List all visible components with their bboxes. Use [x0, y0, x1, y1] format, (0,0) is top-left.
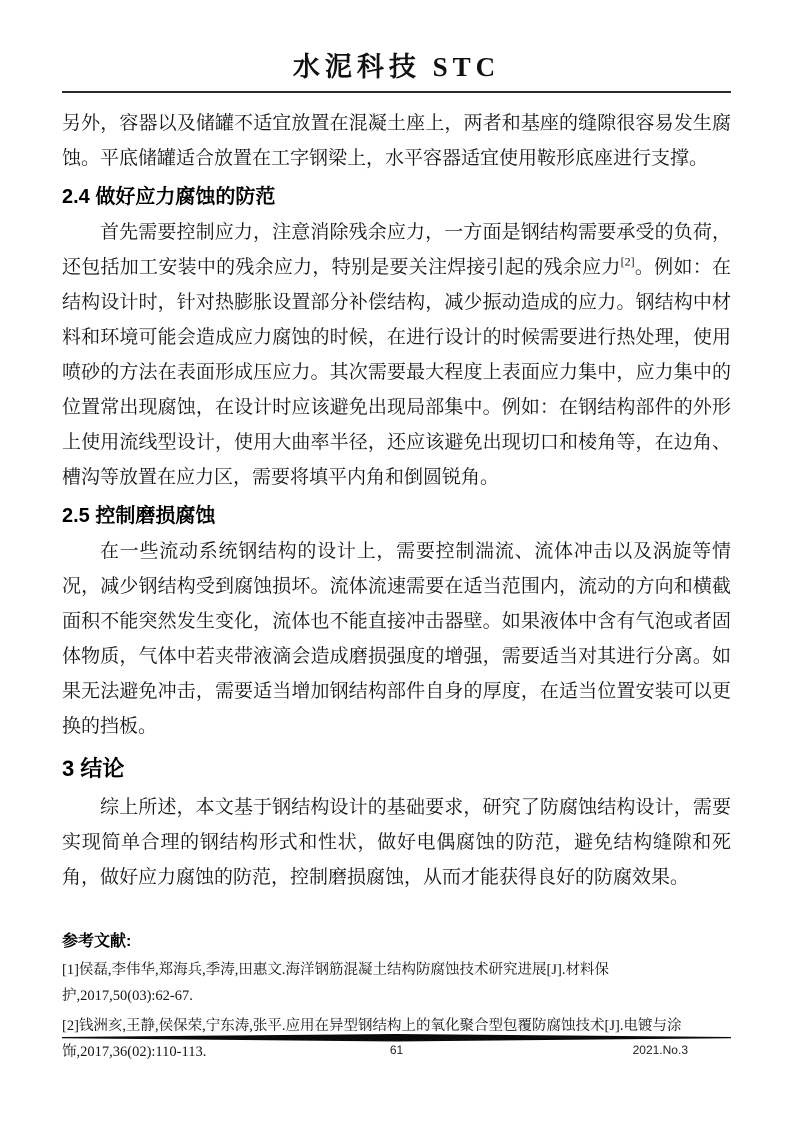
journal-title: 水泥科技 STC: [292, 52, 501, 82]
section-2-4-text-before-ref: 首先需要控制应力，注意消除残余应力，一方面是钢结构需要承受的负荷，还包括加工安装中的残余应力，特别是要关注焊接引起的残余应力: [62, 222, 731, 278]
page-footer: [62, 1034, 731, 1061]
citation-marker-2: [2]: [620, 254, 635, 269]
reference-2-line-1: [2]钱洲亥,王静,侯保荣,宁东涛,张平.应用在异型钢结构上的氧化聚合型包覆防腐蚀技术[J].电镀与涂: [62, 1018, 682, 1034]
section-2-5-paragraph: 在一些流动系统钢结构的设计上，需要控制湍流、流体冲击以及涡旋等情况，减少钢结构受到腐蚀损坏。流体流速需要在适当范围内，流动的方向和横截面积不能突然发生变化，流体也不能直接冲击器壁。如果液体中含有气泡或者固体物质，气体中若夹带液滴会造成磨损强度的增强，需要适当对其进行分离。如果无法避免冲击，需要适当增加钢结构部件自身的厚度，在适当位置安装可以更换的挡板。: [62, 541, 731, 737]
section-heading-2-5: 2.5 控制磨损腐蚀: [62, 505, 216, 527]
page-number: 61: [389, 1043, 404, 1057]
references-heading: 参考文献:: [62, 933, 132, 950]
reference-2-line-2: 饰,2017,36(02):110-113.: [62, 1044, 207, 1060]
reference-item-1: [62, 957, 731, 1009]
page-content: [0, 50, 793, 1065]
issue-label: 2021.No.3: [632, 1043, 688, 1057]
footer-decorative-rule: [62, 1034, 731, 1042]
footer-row: [62, 1043, 731, 1061]
section-2-4-text-after-ref: 。例如：在结构设计时，针对热膨胀设置部分补偿结构，减少振动造成的应力。钢结构中材料和环境可能会造成应力腐蚀的时候，在进行设计的时候需要进行热处理，使用喷砂的方法在表面形成压应力。其次需要最大程度上表面应力集中，应力集中的位置常出现腐蚀，在设计时应该避免出现局部集中。例如：在钢结构部件的外形上使用流线型设计，使用大曲率半径，还应该避免出现切口和棱角等，在边角、槽沟等放置在应力区，需要将填平内角和倒圆锐角。: [62, 257, 731, 488]
reference-1-line-1: [1]侯磊,李伟华,郑海兵,季涛,田惠文.海洋钢筋混凝土结构防腐蚀技术研究进展[J].材料保: [62, 962, 609, 978]
intro-paragraph: 另外，容器以及储罐不适宜放置在混凝土座上，两者和基座的缝隙很容易发生腐蚀。平底储罐适合放置在工字钢梁上，水平容器适宜使用鞍形底座进行支撑。: [62, 113, 731, 169]
section-2-4-paragraph: [62, 215, 731, 495]
reference-1-line-2: 护,2017,50(03):62-67.: [62, 988, 193, 1004]
section-heading-3: 3 结论: [62, 756, 125, 781]
section-3-paragraph: 综上所述，本文基于钢结构设计的基础要求，研究了防腐蚀结构设计，需要实现简单合理的钢结构形式和性状，做好电偶腐蚀的防范，避免结构缝隙和死角，做好应力腐蚀的防范，控制磨损腐蚀，从而才能获得良好的防腐效果。: [62, 797, 731, 888]
header-rule: [62, 91, 731, 93]
section-heading-2-4: 2.4 做好应力腐蚀的防范: [62, 186, 276, 208]
